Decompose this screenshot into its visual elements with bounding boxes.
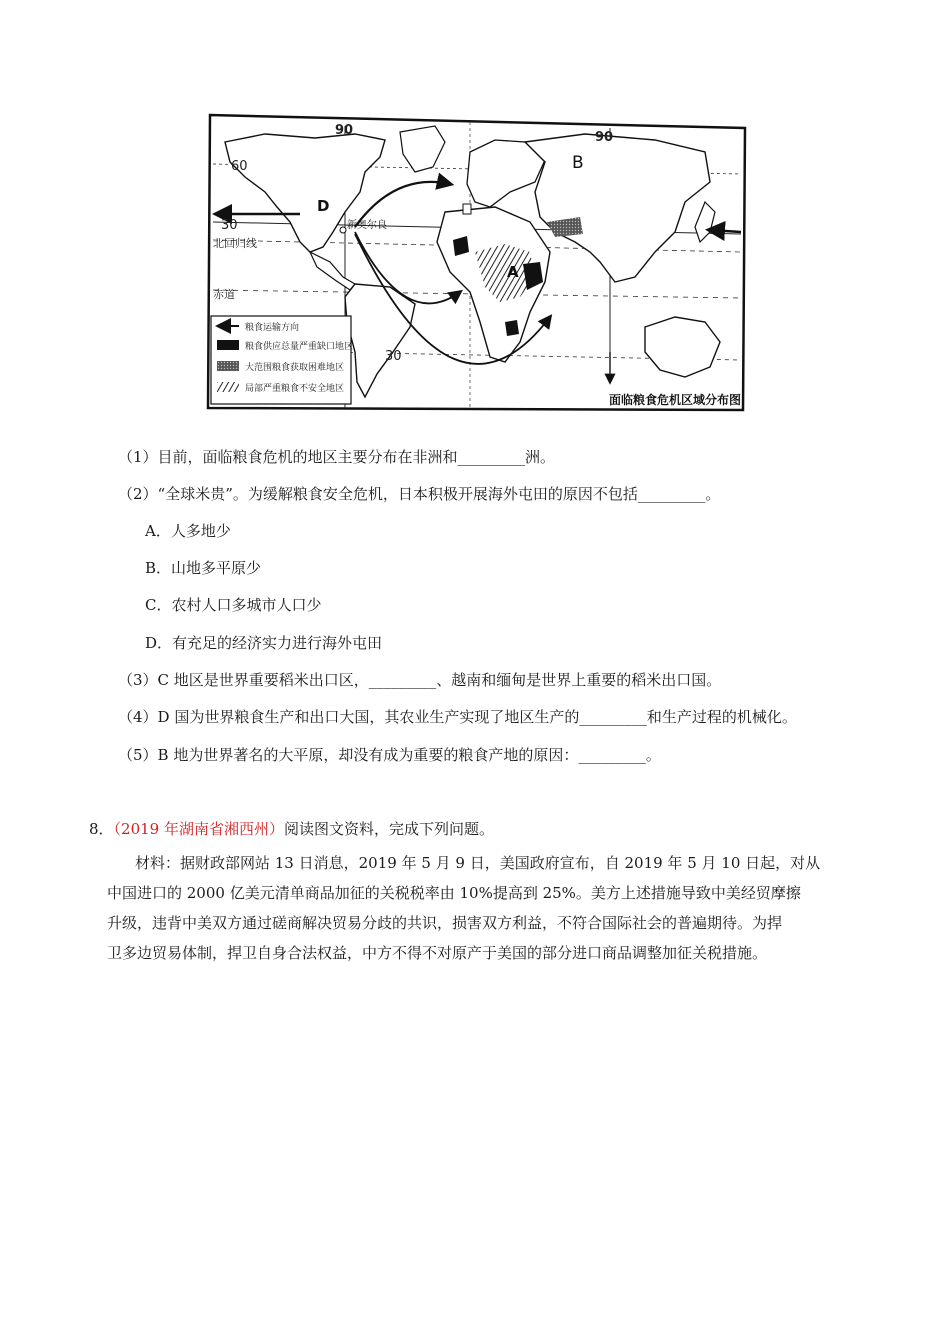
label-region-d: D — [317, 197, 330, 215]
label-equator: 赤道 — [213, 288, 235, 301]
option-b: B．山地多平原少 — [145, 559, 262, 577]
legend-severe-swatch — [217, 340, 239, 350]
question-3: （3）C 地区是世界重要稻米出口区，_________、越南和缅甸是世界上重要的稻米出口国。 — [118, 671, 722, 689]
question-8-number: 8． — [89, 820, 114, 838]
map-title: 面临粮食危机区域分布图 — [609, 393, 742, 407]
label-lat30s: 30 — [385, 349, 402, 364]
legend-item-1: 粮食运输方向 — [245, 323, 300, 333]
label-lon90e: 90 — [595, 130, 614, 145]
new-orleans-dot — [340, 227, 346, 233]
label-new-orleans: 新奥尔良 — [347, 220, 387, 231]
question-2: （2）“全球米贵”。为缓解粮食安全危机，日本积极开展海外屯田的原因不包括_________。 — [118, 485, 721, 503]
question-5: （5）B 地为世界著名的大平原，却没有成为重要的粮食产地的原因：_________。 — [118, 746, 661, 764]
option-c: C．农村人口多城市人口少 — [145, 596, 322, 614]
legend-difficulty-swatch — [217, 361, 239, 371]
material-line-1: 材料：据财政部网站 13 日消息，2019 年 5 月 9 日，美国政府宣布，自 2019 年 5 月 10 日起，对从 — [135, 854, 821, 872]
label-region-a: A — [507, 263, 519, 281]
material-line-3: 升级，违背中美双方通过磋商解决贸易分歧的共识，损害双方利益，不符合国际社会的普遍期待。为捍 — [107, 914, 783, 932]
label-lat60: 60 — [231, 159, 248, 174]
label-lat30: 30 — [221, 218, 238, 233]
legend-item-3: 大范围粮食获取困难地区 — [245, 363, 345, 373]
question-1: （1）目前，面临粮食危机的地区主要分布在非洲和_________洲。 — [118, 448, 556, 466]
material-line-2: 中国进口的 2000 亿美元清单商品加征的关税税率由 10%提高到 25%。美方上述措施导致中美经贸摩擦 — [107, 884, 801, 902]
option-d: D．有充足的经济实力进行海外屯田 — [145, 634, 383, 652]
label-region-b: B — [572, 153, 584, 173]
question-8-source: （2019 年湖南省湘西州） — [113, 820, 284, 838]
question-4: （4）D 国为世界粮食生产和出口大国，其农业生产实现了地区生产的_________和生产过程的机械化。 — [118, 708, 797, 726]
option-a: A．人多地少 — [145, 522, 231, 540]
port-marker — [463, 204, 471, 214]
southern-africa-severe-region — [505, 320, 519, 336]
question-8-heading — [89, 818, 494, 840]
legend-local-swatch — [217, 382, 239, 392]
legend-item-4: 局部严重粮食不安全地区 — [245, 384, 345, 394]
question-8-instruction: 阅读图文资料，完成下列问题。 — [284, 820, 495, 838]
label-lon90w: 90 — [335, 123, 354, 138]
material-line-4: 卫多边贸易体制，捍卫自身合法权益，中方不得不对原产于美国的部分进口商品调整加征关税措施。 — [107, 944, 768, 962]
label-tropic: 北回归线 — [213, 237, 257, 250]
map-svg — [205, 112, 750, 412]
food-crisis-map — [205, 112, 750, 412]
material-paragraph — [107, 848, 877, 968]
map-legend — [211, 316, 353, 404]
legend-item-2: 粮食供应总量严重缺口地区 — [245, 342, 354, 352]
